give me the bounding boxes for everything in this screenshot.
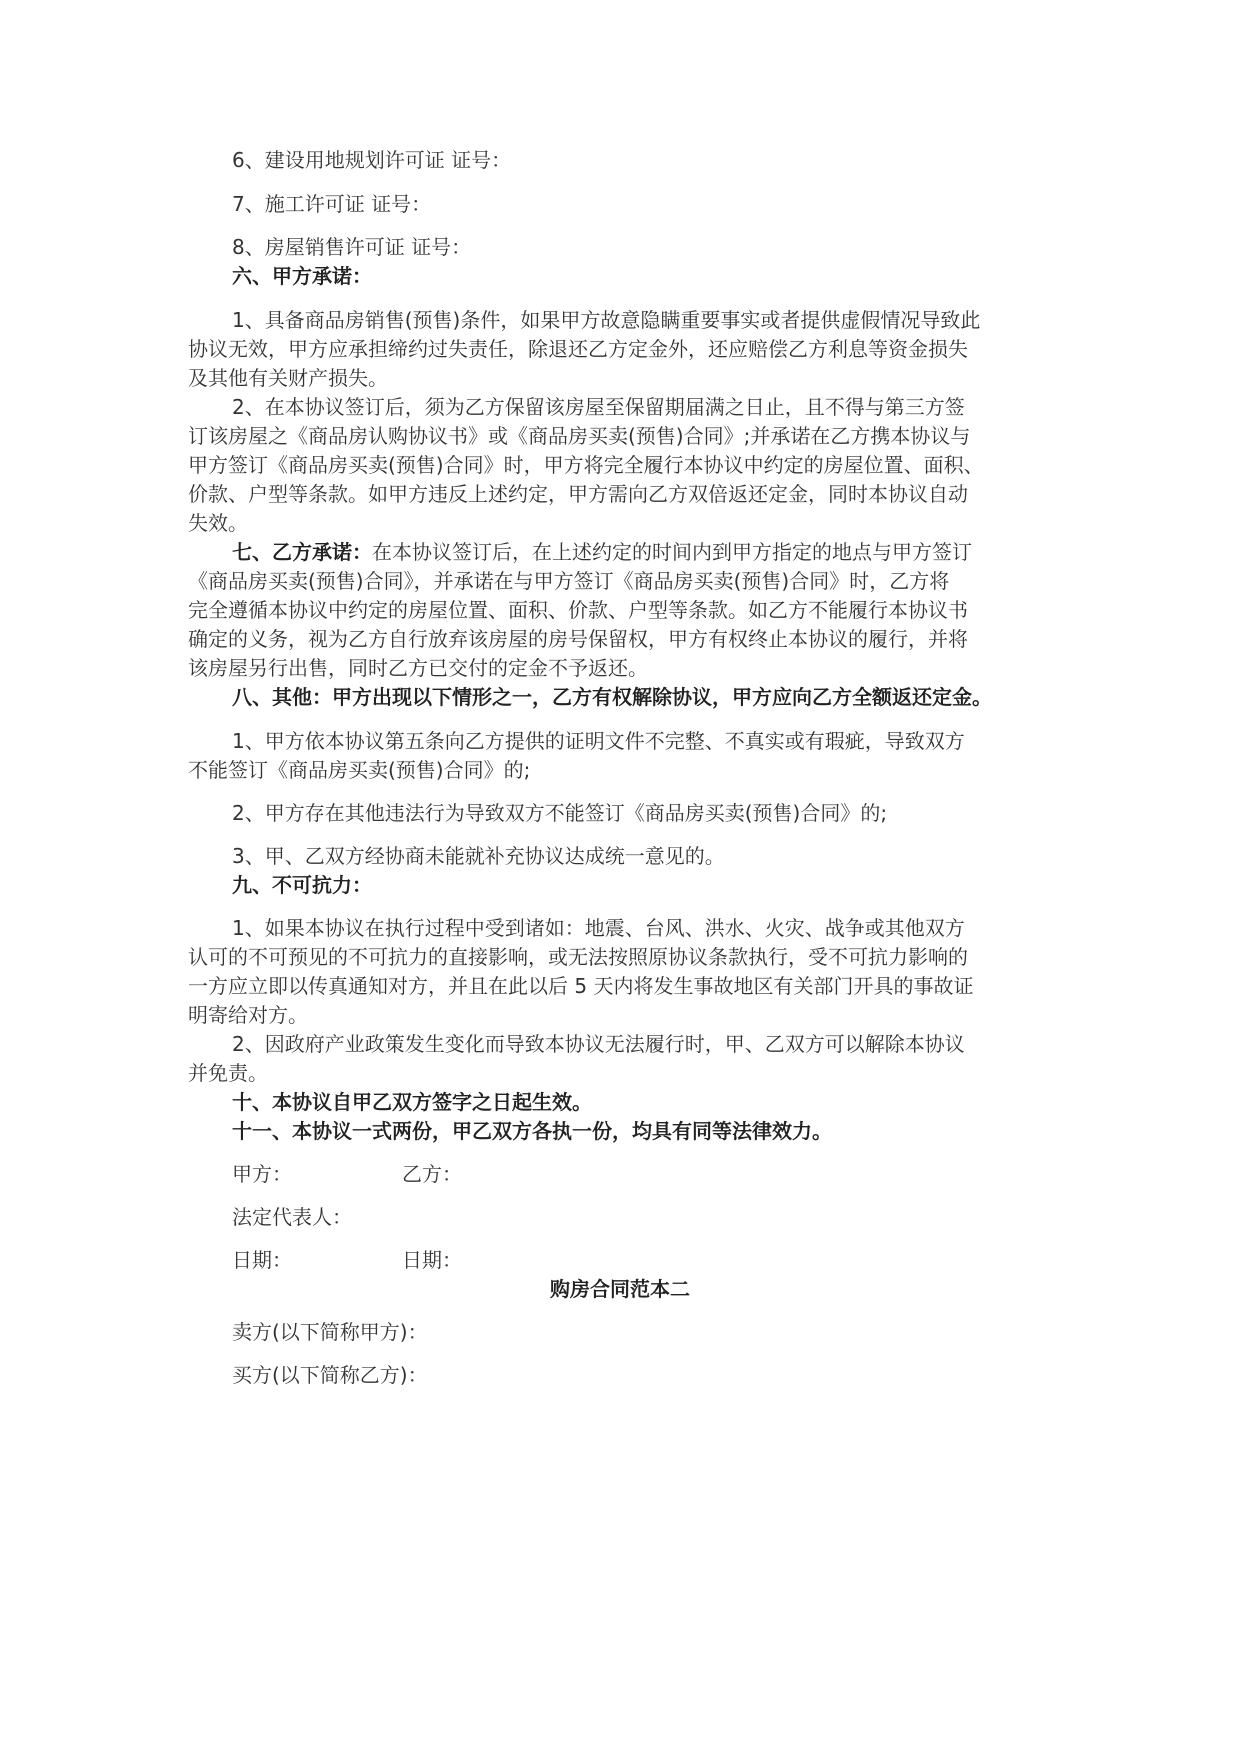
signature-legal-rep: 法定代表人： <box>232 1205 352 1229</box>
section6-p2-line: 订该房屋之《商品房认购协议书》或《商品房买卖(预售)合同》;并承诺在乙方携本协议与 <box>188 424 971 448</box>
template2-buyer: 买方(以下简称乙方)： <box>232 1363 428 1387</box>
section8-p3: 3、甲、乙双方经协商未能就补充协议达成统一意见的。 <box>232 844 725 868</box>
section9-heading: 九、不可抗力： <box>232 873 372 897</box>
section8-p1-line: 1、甲方依本协议第五条向乙方提供的证明文件不完整、不真实或有瑕疵，导致双方 <box>232 729 965 753</box>
section9-p1-line: 1、如果本协议在执行过程中受到诸如：地震、台风、洪水、火灾、战争或其他双方 <box>232 916 965 940</box>
signature-party-b: 乙方： <box>402 1162 462 1186</box>
signature-date-a: 日期： <box>232 1248 292 1272</box>
section7-first-line <box>232 542 1112 562</box>
item-sales-permit: 8、房屋销售许可证 证号： <box>232 235 472 259</box>
section9-p2-line: 2、因政府产业政策发生变化而导致本协议无法履行时，甲、乙双方可以解除本协议 <box>232 1032 965 1056</box>
section8-p2: 2、甲方存在其他违法行为导致双方不能签订《商品房买卖(预售)合同》的; <box>232 801 888 825</box>
item-construction-permit: 7、施工许可证 证号： <box>232 192 432 216</box>
section6-p2-line: 2、在本协议签订后，须为乙方保留该房屋至保留期届满之日止，且不得与第三方签 <box>232 395 965 419</box>
section9-p1-line: 认可的不可预见的不可抗力的直接影响，或无法按照原协议条款执行，受不可抗力影响的 <box>188 945 968 969</box>
section7-line: 完全遵循本协议中约定的房屋位置、面积、价款、户型等条款。如乙方不能履行本协议书 <box>188 598 968 622</box>
section11: 十一、本协议一式两份，甲乙双方各执一份，均具有同等法律效力。 <box>232 1119 832 1143</box>
section6-p2-line: 甲方签订《商品房买卖(预售)合同》时，甲方将完全履行本协议中约定的房屋位置、面积、 <box>188 453 984 477</box>
template2-seller: 卖方(以下简称甲方)： <box>232 1320 428 1344</box>
section7-heading: 七、乙方承诺： <box>232 540 372 564</box>
section6-p1-line: 1、具备商品房销售(预售)条件，如果甲方故意隐瞒重要事实或者提供虚假情况导致此 <box>232 308 981 332</box>
item-planning-permit: 6、建设用地规划许可证 证号： <box>232 148 512 172</box>
signature-party-a: 甲方： <box>232 1162 292 1186</box>
section6-heading: 六、甲方承诺： <box>232 264 372 288</box>
section8-heading: 八、其他：甲方出现以下情形之一，乙方有权解除协议，甲方应向乙方全额返还定金。 <box>232 685 992 709</box>
section7-line: 该房屋另行出售，同时乙方已交付的定金不予返还。 <box>188 656 648 680</box>
section7-line: 《商品房买卖(预售)合同》，并承诺在与甲方签订《商品房买卖(预售)合同》时，乙方将 <box>188 569 950 593</box>
section8-p1-line: 不能签订《商品房买卖(预售)合同》的; <box>188 758 531 782</box>
section9-p1-line: 明寄给对方。 <box>188 1003 308 1027</box>
section9-p2-line: 并免责。 <box>188 1061 268 1085</box>
section6-p1-line: 及其他有关财产损失。 <box>188 366 388 390</box>
section7-line: 确定的义务，视为乙方自行放弃该房屋的房号保留权，甲方有权终止本协议的履行，并将 <box>188 627 968 651</box>
section6-p1-line: 协议无效，甲方应承担缔约过失责任，除退还乙方定金外，还应赔偿乙方利息等资金损失 <box>188 337 968 361</box>
signature-date-b: 日期： <box>402 1248 462 1272</box>
section6-p2-line: 失效。 <box>188 511 248 535</box>
section6-p2-line: 价款、户型等条款。如甲方违反上述约定，甲方需向乙方双倍返还定金，同时本协议自动 <box>188 482 968 506</box>
template2-title: 购房合同范本二 <box>550 1277 690 1301</box>
section10: 十、本协议自甲乙双方签字之日起生效。 <box>232 1090 592 1114</box>
section9-p1-line: 一方应立即以传真通知对方，并且在此以后 5 天内将发生事故地区有关部门开具的事故证 <box>188 974 974 998</box>
section7-line: 在本协议签订后，在上述约定的时间内到甲方指定的地点与甲方签订 <box>372 540 972 564</box>
